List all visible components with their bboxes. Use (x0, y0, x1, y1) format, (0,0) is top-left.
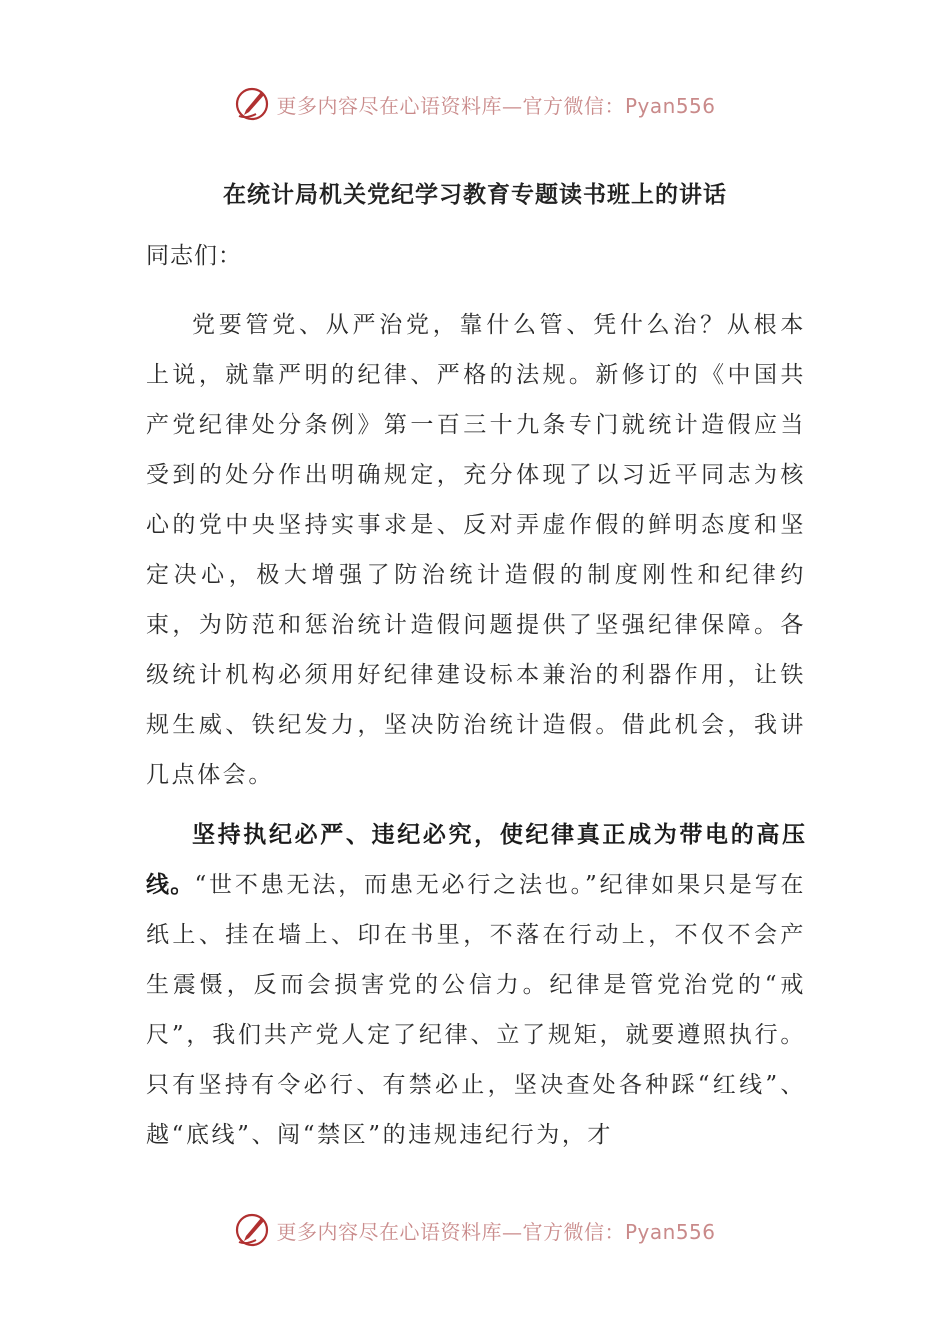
paragraph-1: 党要管党、从严治党，靠什么管、凭什么治？从根本上说，就靠严明的纪律、严格的法规。新修订的《中国共产党纪律处分条例》第一百三十九条专门就统计造假应当受到的处分作出明确规定，充分体现了以习近平同志为核心的党中央坚持实事求是、反对弄虚作假的鲜明态度和坚定决心，极大增强了防治统计造假的制度刚性和纪律约束，为防范和惩治统计造假问题提供了坚强纪律保障。各级统计机构必须用好纪律建设标本兼治的利器作用，让铁规生威、铁纪发力，坚决防治统计造假。借此机会，我讲几点体会。 (146, 312, 806, 788)
salutation: 同志们： (146, 243, 242, 269)
paragraph-2 (146, 810, 806, 1160)
document-body (146, 236, 806, 1170)
quill-pen-logo-icon (234, 1212, 270, 1248)
wechat-id: Pyan556 (624, 93, 716, 118)
banner-text: 更多内容尽在心语资料库—官方微信：Pyan556 (276, 93, 716, 118)
document-title: 在统计局机关党纪学习教育专题读书班上的讲话 (223, 181, 727, 208)
footer-banner (0, 1210, 950, 1250)
banner-text: 更多内容尽在心语资料库—官方微信：Pyan556 (276, 1219, 716, 1244)
header-banner (0, 84, 950, 124)
wechat-id: Pyan556 (624, 1219, 716, 1244)
paragraph-2-body: “世不患无法，而患无必行之法也。”纪律如果只是写在纸上、挂在墙上、印在书里，不落在行动上，不仅不会产生震慑，反而会损害党的公信力。纪律是管党治党的“戒尺”，我们共产党人定了纪律、立了规矩，就要遵照执行。只有坚持有令必行、有禁必止，坚决查处各种踩“红线”、越“底线”、闯“禁区”的违规违纪行为，才 (146, 872, 806, 1148)
quill-pen-logo-icon (234, 86, 270, 122)
paragraph-2-heading: 坚持执纪必严、违纪必究，使纪律真正成为带电的高压线。 (146, 821, 806, 898)
